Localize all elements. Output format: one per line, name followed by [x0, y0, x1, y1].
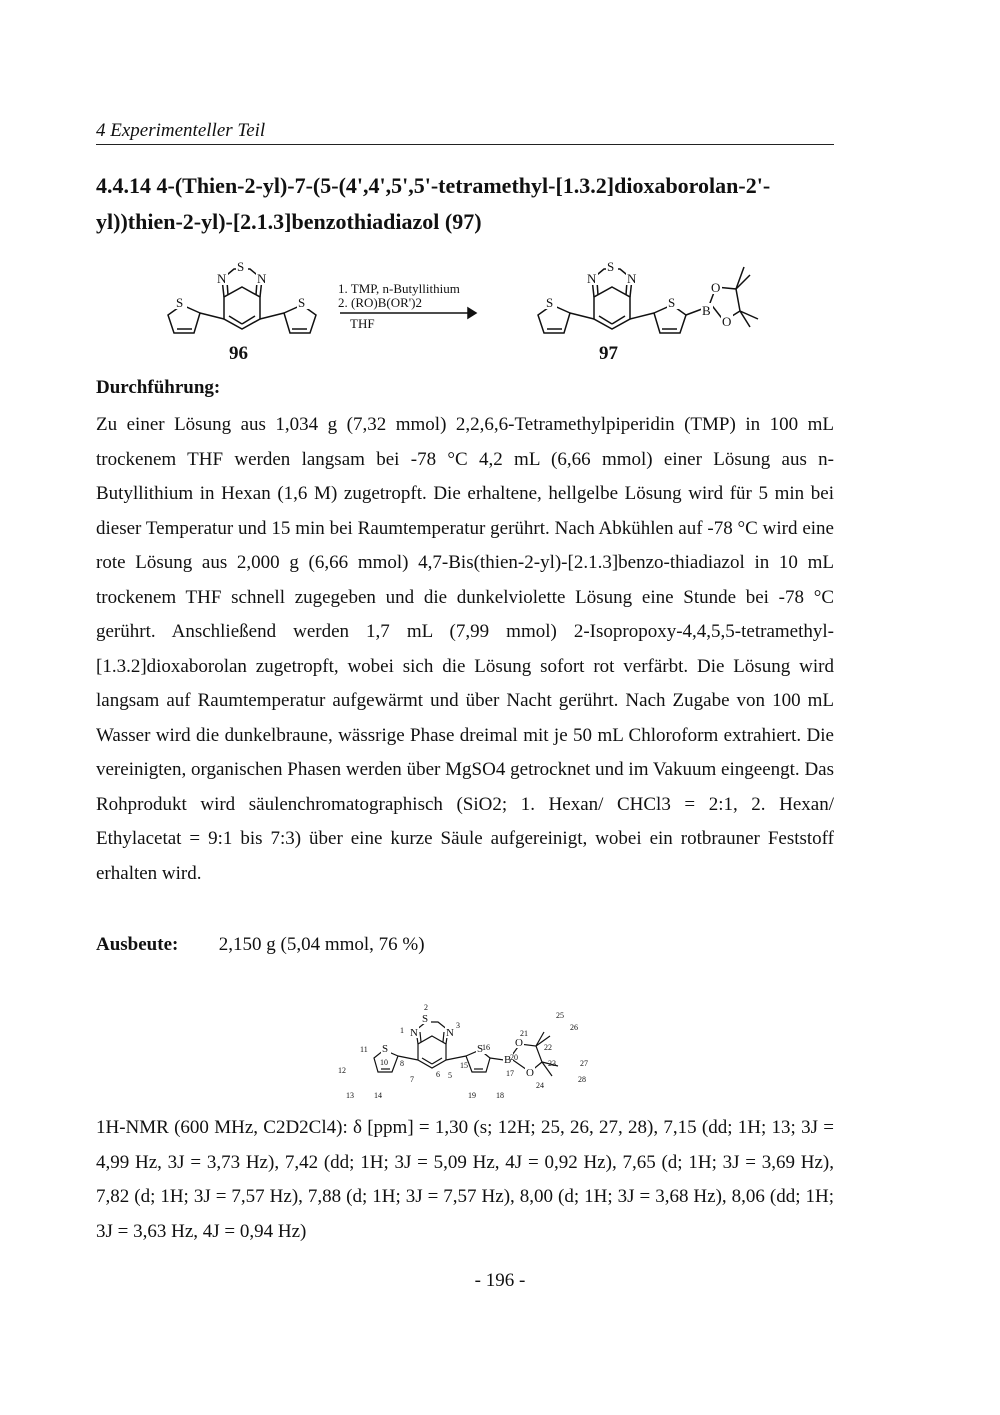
atom-number: 7: [410, 1075, 414, 1084]
atom-number: 22: [544, 1043, 552, 1052]
procedure-text: Zu einer Lösung aus 1,034 g (7,32 mmol) 2,2,6,6-Tetramethylpiperidin (TMP) in 100 mL trockenem THF werden langsam bei -78 °C 4,2 mL (6,66 mmol) einer Lösung aus n-Butyllithium in Hexan (1,6 M) zugetropft. Die erhaltene, hellgelbe Lösung wird für 5 min bei dieser Temperatur und 15 min bei Raumtemperatur gerührt. Nach Abkühlen auf -78 °C wird eine rote Lösung aus 2,000 g (6,66 mmol) 4,7-Bis(thien-2-yl)-[2.1.3]benzo-thiadiazol in 10 mL trockenem THF schnell zugegeben und die dunkelviolette Lösung eine Stunde bei -78 °C gerührt. Anschließend werden 1,7 mL (7,99 mmol) 2-Isopropoxy-4,4,5,5-tetramethyl-[1.3.2]dioxaborolan zugetropft, wobei sich die Lösung sofort rot verfärbt. Die Lösung wird langsam auf Raumtemperatur aufgewärmt und über Nacht gerührt. Nach Zugabe von 100 mL Wasser wird die dunkelbraune, wässrige Phase dreimal mit je 50 mL Chloroform extrahiert. Die vereinigten, organischen Phasen werden über MgSO4 getrocknet und im Vakuum eingeengt. Das Rohprodukt wird säulenchromatographisch (SiO2; 1. Hexan/ CHCl3 = 2:1, 2. Hexan/ Ethylacetat = 9:1 bis 7:3) über eine kurze Säule aufgereinigt, wobei ein rotbrauner Feststoff erhalten wird.: [96, 414, 834, 884]
yield-line: [96, 934, 425, 956]
condition-2: 2. (RO)B(OR')2: [338, 295, 422, 310]
nmr-data: 1H-NMR (600 MHz, C2D2Cl4): δ [ppm] = 1,30 (s; 12H; 25, 26, 27, 28), 7,15 (dd; 1H; 13; 3J = 4,99 Hz, 3J = 3,73 Hz), 7,42 (dd; 1H; 3J = 5,09 Hz, 4J = 0,92 Hz), 7,65 (d; 1H; 3J = 3,69 Hz), 7,82 (d; 1H; 3J = 7,57 Hz), 7,88 (d; 1H; 3J = 7,57 Hz), 8,00 (d; 1H; 3J = 3,68 Hz), 8,06 (dd; 1H; 3J = 3,63 Hz, 4J = 0,94 Hz): [96, 1117, 834, 1242]
atom-number: 17: [506, 1069, 514, 1078]
atom-number: 23: [548, 1059, 556, 1068]
atom-s-label: S: [298, 295, 306, 310]
atom-o-label: O: [526, 1067, 534, 1079]
atom-number: 25: [556, 1011, 564, 1020]
atom-number: 10: [380, 1058, 388, 1067]
atom-number: 14: [374, 1091, 382, 1100]
numbered-benzene-ring: [418, 1036, 446, 1068]
atom-number: 5: [448, 1071, 452, 1080]
atom-number: 12: [338, 1066, 346, 1075]
atom-s-label: S: [668, 295, 676, 310]
atom-number: 1: [400, 1026, 404, 1035]
atom-o-label: O: [515, 1037, 523, 1049]
atom-n-label: N: [410, 1027, 418, 1039]
atom-number: 21: [520, 1029, 528, 1038]
reaction-scheme: [150, 253, 790, 368]
atom-o-label: O: [722, 314, 732, 329]
atom-b-label: B: [504, 1054, 512, 1066]
product-compound-number: 97: [599, 343, 618, 364]
atom-n-label: N: [627, 271, 637, 286]
atom-b-label: B: [702, 303, 711, 318]
atom-number: 27: [580, 1059, 588, 1068]
atom-number: 11: [360, 1045, 368, 1054]
atom-s-label: S: [607, 259, 615, 274]
reactant-benzene-ring: [224, 287, 260, 329]
condition-1: 1. TMP, n-Butyllithium: [338, 281, 460, 296]
running-header: 4 Experimenteller Teil: [96, 120, 834, 145]
yield-value: 2,150 g (5,04 mmol, 76 %): [218, 934, 425, 955]
atom-s-label: S: [477, 1043, 484, 1055]
atom-number: 6: [436, 1070, 440, 1079]
atom-number: 16: [482, 1043, 490, 1052]
atom-number: 3: [456, 1021, 460, 1030]
atom-o-label: O: [711, 280, 721, 295]
atom-n-label: N: [446, 1027, 454, 1039]
atom-n-label: N: [587, 271, 597, 286]
atom-n-label: N: [217, 271, 227, 286]
atom-number: 2: [424, 1003, 428, 1012]
atom-s-label: S: [176, 295, 184, 310]
atom-number: 24: [536, 1081, 544, 1090]
atom-number: 8: [400, 1059, 404, 1068]
numbered-structure: [330, 1002, 600, 1102]
atom-s-label: S: [237, 259, 245, 274]
atom-s-label: S: [382, 1043, 389, 1055]
atom-number: 18: [496, 1091, 504, 1100]
atom-number: 19: [468, 1091, 476, 1100]
atom-number: 26: [570, 1023, 578, 1032]
procedure-heading: Durchführung:: [96, 377, 221, 398]
section-title: 4.4.14 4-(Thien-2-yl)-7-(5-(4',4',5',5'-tetramethyl-[1.3.2]dioxaborolan-2'-yl))thien-2-yl)-[2.1.3]benzothiadiazol (97): [96, 173, 771, 234]
reactant-compound-number: 96: [229, 343, 248, 364]
atom-s-label: S: [546, 295, 554, 310]
atom-n-label: N: [257, 271, 267, 286]
atom-number: 13: [346, 1091, 354, 1100]
product-benzene-ring: [594, 287, 630, 329]
atom-number: 15: [460, 1061, 468, 1070]
solvent-label: THF: [350, 316, 375, 331]
atom-number: 28: [578, 1075, 586, 1084]
atom-number: 20: [510, 1053, 518, 1062]
atom-s-label: S: [422, 1013, 429, 1025]
page-number: - 196 -: [474, 1270, 526, 1291]
yield-label: Ausbeute:: [96, 934, 179, 955]
